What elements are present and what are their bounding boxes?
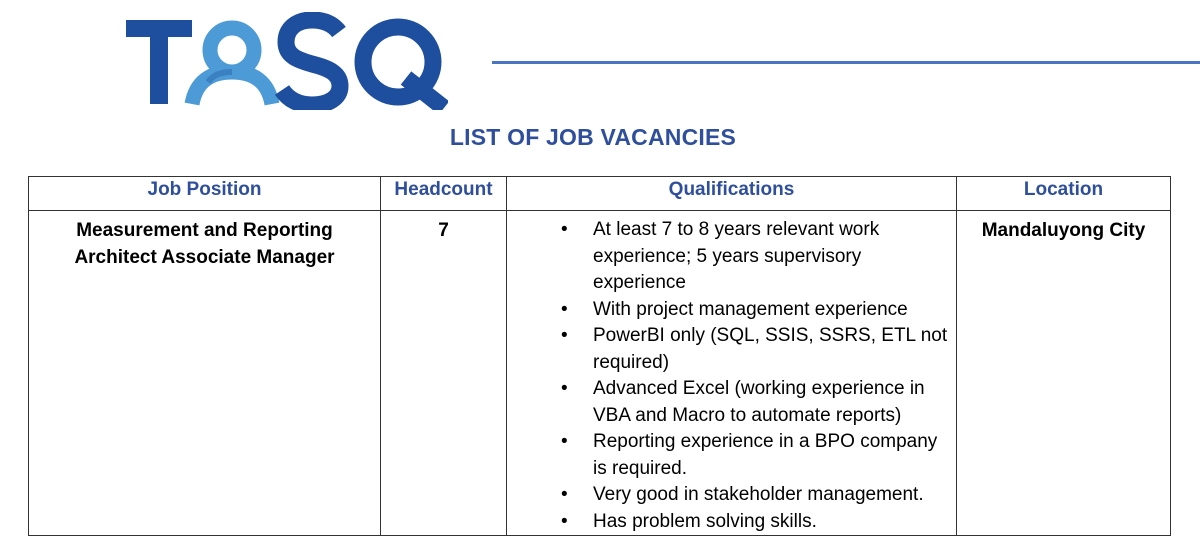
table-row [29, 211, 1171, 536]
table-header-row [29, 177, 1171, 211]
bullet-icon: • [561, 378, 568, 399]
qualification-item: • Very good in stakeholder management. [511, 482, 952, 509]
bullet-icon: • [561, 219, 568, 240]
header-job-position: Job Position [29, 177, 381, 211]
headcount-cell: 7 [381, 211, 507, 536]
qualification-item: • PowerBI only (SQL, SSIS, SSRS, ETL not required) [561, 325, 948, 373]
bullet-icon: • [561, 431, 568, 452]
bullet-icon: • [561, 325, 568, 346]
location-cell: Mandaluyong City [957, 211, 1171, 536]
header-qualifications: Qualifications [507, 177, 957, 211]
bullet-icon: • [561, 298, 568, 320]
qualification-item: • Reporting experience in a BPO company is required. [561, 431, 938, 479]
header-headcount: Headcount [381, 177, 507, 211]
bullet-icon: • [561, 510, 568, 532]
page-title: LIST OF JOB VACANCIES [449, 124, 737, 150]
qualification-item: • Has problem solving skills. [511, 509, 952, 536]
qualification-item: • At least 7 to 8 years relevant work experience; 5 years supervisory experience [561, 219, 880, 293]
job-position-cell [29, 211, 381, 536]
qualification-item: • With project management experience [511, 297, 952, 324]
header-rule [492, 61, 1200, 64]
tasq-logo [126, 12, 448, 110]
job-position-line: Measurement and Reporting [76, 220, 333, 241]
qualifications-cell [507, 211, 957, 536]
qualifications-list [511, 217, 952, 535]
qualification-item: • Advanced Excel (working experience in VBA and Macro to automate reports) [561, 378, 925, 426]
job-vacancies-table [28, 176, 1171, 536]
bullet-icon: • [561, 484, 568, 505]
header-location: Location [957, 177, 1171, 211]
job-position-line: Architect Associate Manager [74, 247, 335, 268]
